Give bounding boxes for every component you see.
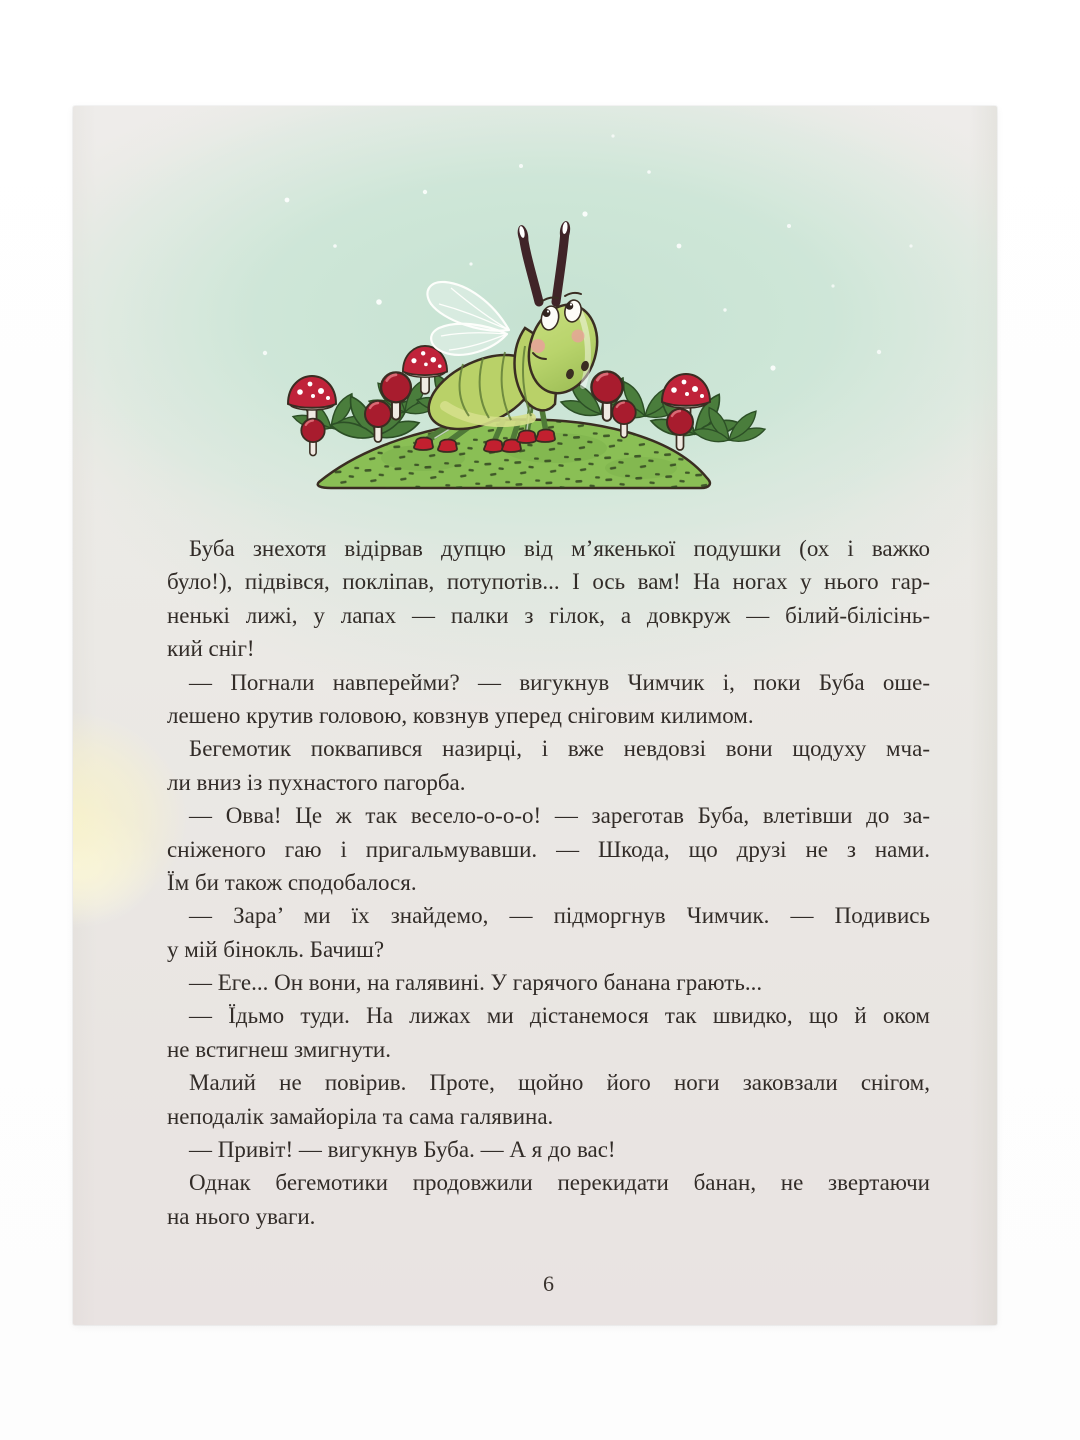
text-line: неподалік замайоріла та сама галявина. [167,1103,554,1129]
page-number: 6 [543,1271,554,1296]
paragraph [167,1133,930,1166]
text-line: кий сніг! [167,636,255,662]
grasshopper-illustration [73,106,997,556]
text-line: на нього уваги. [167,1203,316,1229]
text-line: — Привіт! — вигукнув Буба. — А я до вас! [189,1137,616,1163]
text-line: лешено крутив головою, ковзнув уперед сніговим килимом. [167,702,754,728]
text-line: Малий не повірив. Проте, щойно його ноги заковзали снігом, [189,1070,930,1096]
text-block [167,532,930,1233]
text-line: Їм би також сподобалося. [167,869,417,895]
paragraph [167,1066,930,1133]
book-page [73,106,997,1325]
text-line: ли вниз із пухнастого пагорба. [167,769,466,795]
text-line: — Еге... Он вони, на галявині. У гарячого банана грають... [189,970,763,996]
paragraph [167,532,930,666]
text-line: ненькі лижі, у лапах — палки з гілок, а довкруж — білий-білісінь- [167,602,930,628]
paragraph [167,899,930,966]
text-line: Буба знехотя відірвав дупцю від м’якенької подушки (ох і важко [189,536,930,561]
paragraph [167,999,930,1066]
paragraph [167,799,930,899]
text-line: було!), підвівся, покліпав, потупотів... І ось вам! На ногах у нього гар- [167,569,930,595]
text-line: у мій бінокль. Бачиш? [167,936,385,962]
text-line: Бегемотик поквапився назирці, і вже невдовзі вони щодуху мча- [189,736,930,762]
paragraph [167,966,930,999]
paragraph [167,666,930,733]
paragraph [167,1166,930,1233]
paragraph [167,732,930,799]
text-line: — Зара’ ми їх знайдемо, — підморгнув Чимчик. — Подивись [189,903,930,929]
text-line: — Їдьмо туди. На лижах ми дістанемося так швидко, що й оком [189,1003,930,1029]
text-line: — Овва! Це ж так весело-о-о-о! — зареготав Буба, влетівши до за- [189,803,930,829]
text-line: сніженого гаю і пригальмувавши. — Шкода, що друзі не з нами. [167,836,930,862]
text-line: не встигнеш змигнути. [167,1036,391,1062]
text-line: — Погнали навперейми? — вигукнув Чимчик і, поки Буба оше- [189,669,930,695]
text-line: Однак бегемотики продовжили перекидати банан, не звертаючи [189,1170,930,1196]
